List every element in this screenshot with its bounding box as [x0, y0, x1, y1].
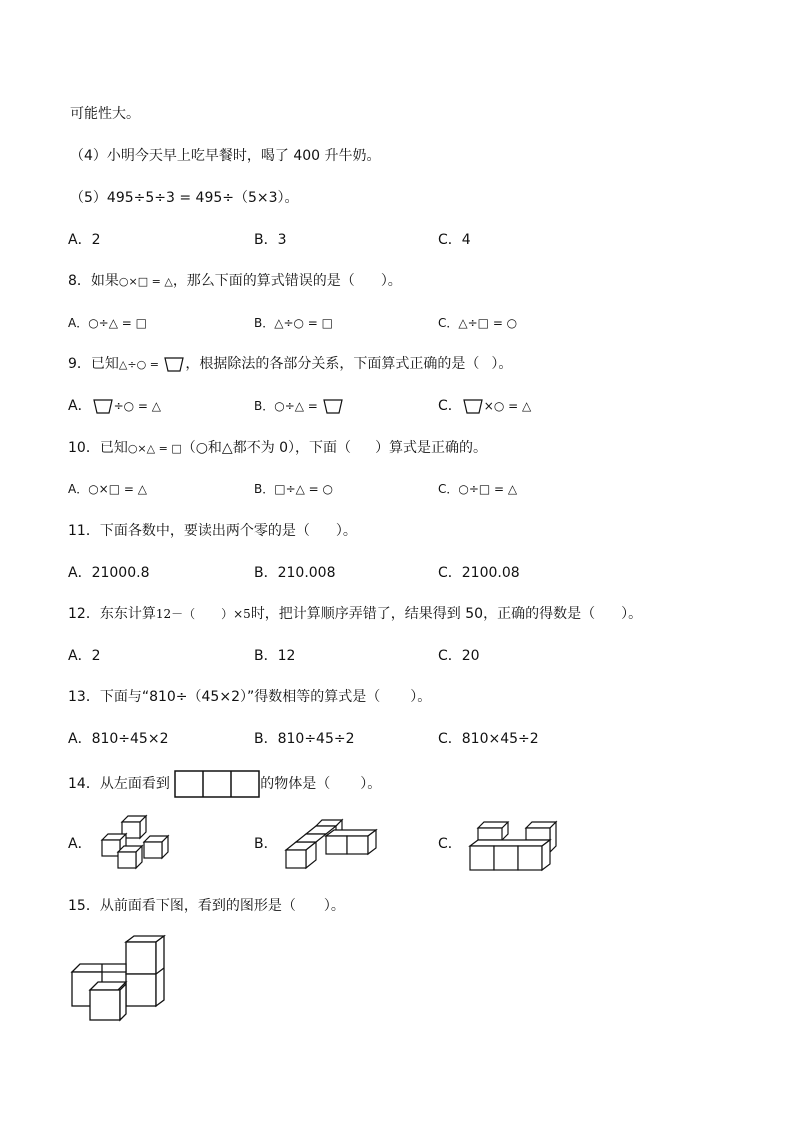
- q10-option-b[interactable]: B．□÷△ = ○: [254, 482, 334, 496]
- q14-option-c[interactable]: C．: [438, 836, 462, 852]
- q11-text: 11．下面各数中，要读出两个零的是（: [68, 523, 310, 539]
- q10-equation: ○×△ = □: [127, 442, 182, 455]
- q14-prefix: 14．从左面看到: [68, 776, 170, 792]
- q12-end: ）。: [621, 606, 643, 622]
- question-11: [68, 521, 357, 541]
- q11-option-b[interactable]: B．210.008: [254, 565, 336, 581]
- q11-option-c[interactable]: C．2100.08: [438, 565, 520, 581]
- question-8: [68, 271, 402, 292]
- q7-option-a[interactable]: A．2: [68, 232, 101, 248]
- q8-option-a[interactable]: A．○÷△ = □: [68, 316, 147, 330]
- q12-expression-start: 12－（: [155, 607, 196, 621]
- q9-option-a[interactable]: [68, 396, 161, 416]
- q12-text: 时，把计算顺序弄错了，结果得到 50，正确的得数是（: [250, 606, 596, 622]
- q12-prefix: 12．东东计算: [68, 606, 156, 622]
- question-10: [68, 438, 487, 459]
- q10-mid: （○和△都不为 0），下面（: [181, 440, 352, 456]
- q14-option-a[interactable]: A．: [68, 836, 92, 852]
- cube-figure-a-icon[interactable]: [96, 812, 180, 874]
- q10-prefix: 10．已知: [68, 440, 128, 456]
- q9-option-b-text: B．○÷△ =: [254, 399, 318, 413]
- q14-end: ）。: [360, 776, 382, 792]
- q8-option-c[interactable]: C．△÷□ = ○: [438, 316, 518, 330]
- statement-5: （5）495÷5÷3 = 495÷（5×3）。: [70, 190, 299, 206]
- trapezoid-icon: [462, 397, 484, 415]
- trapezoid-icon: [322, 397, 344, 415]
- q13-option-b[interactable]: B．810÷45÷2: [254, 731, 355, 747]
- q7-option-c[interactable]: C．4: [438, 232, 471, 248]
- q9-prefix: 9．已知: [68, 356, 119, 372]
- q14-option-b[interactable]: B．: [254, 836, 278, 852]
- q13-end: ）。: [410, 689, 432, 705]
- q9-option-a-label: A．: [68, 398, 92, 414]
- q12-expression-end: ）×5: [221, 607, 251, 621]
- q9-option-c-label: C．: [438, 398, 462, 414]
- question-14: [68, 770, 381, 798]
- trapezoid-icon: [163, 355, 185, 373]
- q9-option-c-text: ×○ = △: [483, 399, 532, 413]
- q14-text: 的物体是（: [260, 776, 331, 792]
- cube-figure-c-icon[interactable]: [468, 818, 560, 874]
- cube-structure-figure: [68, 934, 168, 1024]
- q9-option-b[interactable]: [254, 396, 344, 416]
- q9-end: ）。: [491, 356, 513, 372]
- q11-option-a[interactable]: A．21000.8: [68, 565, 150, 581]
- question-15: [68, 896, 345, 916]
- q12-option-a[interactable]: A．2: [68, 648, 101, 664]
- q10-option-a[interactable]: A．○×□ = △: [68, 482, 147, 496]
- three-squares-view-icon: [174, 770, 260, 798]
- q15-end: ）。: [323, 898, 345, 914]
- q12-option-b[interactable]: B．12: [254, 648, 296, 664]
- q10-end: ）算式是正确的。: [375, 440, 488, 456]
- cube-figure-b-icon[interactable]: [282, 816, 382, 872]
- q8-prefix: 8．如果: [68, 273, 119, 289]
- q12-option-c[interactable]: C．20: [438, 648, 480, 664]
- q8-option-b[interactable]: B．△÷○ = □: [254, 316, 334, 330]
- statement-4: （4）小明今天早上吃早餐时，喝了 400 升牛奶。: [70, 148, 381, 164]
- continuation-text: 可能性大。: [70, 106, 140, 122]
- q8-text: ，那么下面的算式错误的是（: [172, 273, 355, 289]
- q13-option-a[interactable]: A．810÷45×2: [68, 731, 169, 747]
- q15-text: 15．从前面看下图，看到的图形是（: [68, 898, 296, 914]
- question-9: [68, 354, 512, 375]
- q11-end: ）。: [335, 523, 357, 539]
- q8-equation: ○×□ = △: [118, 275, 173, 288]
- question-12: [68, 604, 642, 624]
- q13-text: 13．下面与“810÷（45×2）”得数相等的算式是（: [68, 689, 381, 705]
- q7-option-b[interactable]: B．3: [254, 232, 287, 248]
- q9-equation: △÷○ =: [118, 358, 159, 371]
- question-13: [68, 687, 431, 707]
- q8-end: ）。: [380, 273, 402, 289]
- q10-option-c[interactable]: C．○÷□ = △: [438, 482, 518, 496]
- q9-option-c[interactable]: [438, 396, 531, 416]
- trapezoid-icon: [92, 397, 114, 415]
- q9-text: ，根据除法的各部分关系，下面算式正确的是（: [185, 356, 480, 372]
- q13-option-c[interactable]: C．810×45÷2: [438, 731, 539, 747]
- q9-option-a-text: ÷○ = △: [113, 399, 162, 413]
